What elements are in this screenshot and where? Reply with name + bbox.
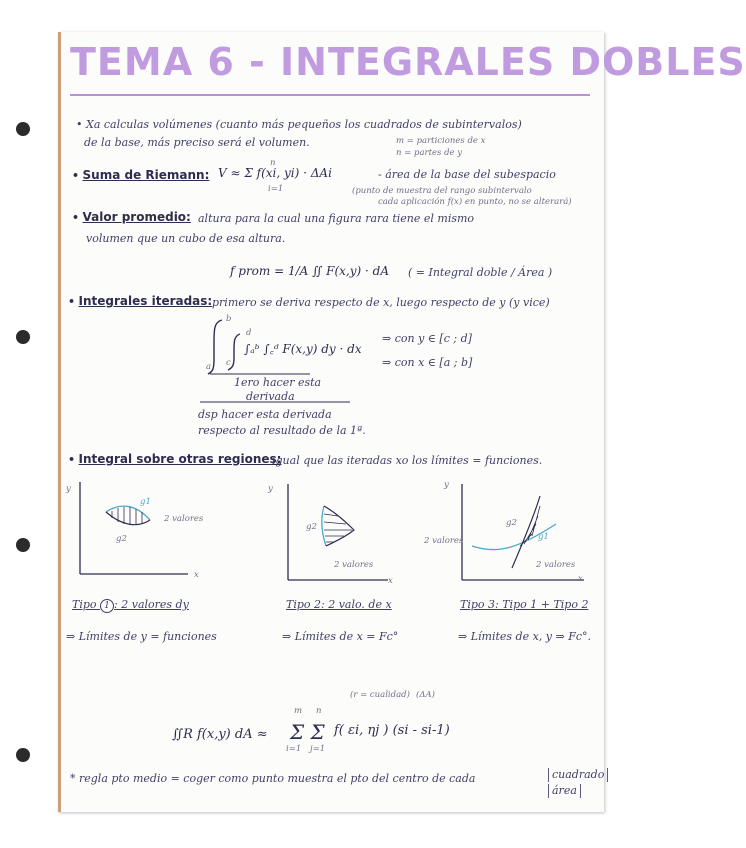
tipo3-caption: Tipo 3: Tipo 1 + Tipo 2 bbox=[460, 598, 589, 611]
tipo2-caption: Tipo 2: 2 valo. de x bbox=[286, 598, 392, 611]
double-sum-note-2: (ΔA) bbox=[416, 690, 435, 700]
double-sum-sigmas: Σ Σ bbox=[290, 720, 325, 744]
footer-box-2: área bbox=[548, 784, 581, 798]
double-sum-right: f( εi, ηj ) (si - si-1) bbox=[334, 723, 450, 738]
promedio-label: Valor promedio: bbox=[82, 210, 191, 224]
title-underline bbox=[70, 94, 590, 96]
integral-lower-c: c bbox=[226, 358, 231, 368]
regiones-row: • Integral sobre otras regiones: bbox=[68, 452, 282, 466]
graph2-x-label: x bbox=[388, 576, 393, 586]
iteradas-note-3: dsp hacer esta derivada bbox=[198, 408, 332, 421]
intro-note-n: n = partes de y bbox=[396, 148, 463, 158]
intro-line-1: • Xa calculas volúmenes (cuanto más pequeños los cuadrados de subintervalos) bbox=[76, 118, 522, 131]
iteradas-cond-1: ⇒ con y ∈ [c ; d] bbox=[382, 332, 472, 345]
promedio-row: • Valor promedio: bbox=[72, 210, 191, 224]
promedio-line-2: volumen que un cubo de esa altura. bbox=[86, 232, 286, 245]
graph3-g2-label: g2 bbox=[506, 518, 517, 528]
riemann-note-1: (punto de muestra del rango subintervalo bbox=[352, 186, 532, 196]
limits-tipo2: ⇒ Límites de x = Fc° bbox=[282, 630, 399, 643]
graph3-tag-left: 2 valores bbox=[424, 536, 464, 546]
integral-lower-a: a bbox=[206, 362, 212, 372]
iteradas-label: Integrales iteradas: bbox=[78, 294, 213, 308]
iteradas-note-1: 1ero hacer esta bbox=[234, 376, 322, 389]
footer-rule: * regla pto medio = coger como punto muestra el pto del centro de cada bbox=[70, 772, 476, 785]
graph2-hatch bbox=[324, 514, 352, 542]
intro-note-m: m = particiones de x bbox=[396, 136, 486, 146]
footer-box-1: cuadrado bbox=[548, 768, 608, 782]
iterated-integral: ∫ₐᵇ ∫꜀ᵈ F(x,y) dy · dx bbox=[244, 342, 362, 356]
riemann-note-2: cada aplicación f(x) en punto, no se alterará) bbox=[378, 197, 572, 207]
binder-hole bbox=[16, 538, 30, 552]
iteradas-line-1: primero se deriva respecto de x, luego respecto de y (y vice) bbox=[212, 296, 550, 309]
double-sum-note-1: (r = cualidad) bbox=[350, 690, 410, 700]
double-sum-n: n bbox=[316, 706, 322, 716]
graph3-g1-label: g1 bbox=[538, 532, 549, 542]
double-sum-i: i=1 bbox=[286, 744, 302, 754]
integral-upper-d: d bbox=[246, 328, 252, 338]
graph2-g2-label: g2 bbox=[306, 522, 317, 532]
integral-upper-b: b bbox=[226, 314, 232, 324]
graph3-tag-right: 2 valores bbox=[536, 560, 576, 570]
graph3-curve-g2 bbox=[512, 496, 540, 568]
graph3-y-label: y bbox=[444, 480, 449, 490]
binder-hole bbox=[16, 748, 30, 762]
graph2-y-label: y bbox=[268, 484, 273, 494]
riemann-label: Suma de Riemann: bbox=[82, 168, 210, 182]
graph1-g1-label: g1 bbox=[140, 497, 151, 507]
graph2-curve-g1 bbox=[324, 506, 354, 546]
iteradas-cond-2: ⇒ con x ∈ [a ; b] bbox=[382, 356, 473, 369]
iteradas-note-2: derivada bbox=[246, 390, 295, 403]
intro-line-2: de la base, más preciso será el volumen. bbox=[84, 136, 310, 149]
iteradas-row: • Integrales iteradas: bbox=[68, 294, 213, 308]
graph3-x-label: x bbox=[578, 574, 583, 584]
double-sum-m: m bbox=[294, 706, 303, 716]
limits-tipo3: ⇒ Límites de x, y ⇒ Fc°. bbox=[458, 630, 592, 643]
tipo1-rest: : 2 valores dy bbox=[114, 598, 189, 611]
graph1-g2-label: g2 bbox=[116, 534, 127, 544]
promedio-formula: f prom = 1/A ∬ F(x,y) · dA bbox=[230, 264, 389, 278]
page-title: TEMA 6 - INTEGRALES DOBLES bbox=[70, 40, 746, 84]
graph3-hatch bbox=[520, 506, 540, 546]
limits-tipo1: ⇒ Límites de y = funciones bbox=[66, 630, 217, 643]
graph2-tag: 2 valores bbox=[334, 560, 374, 570]
double-sum-left: ∬R f(x,y) dA ≈ bbox=[172, 727, 268, 742]
riemann-formula: V ≈ Σ f(xi, yi) · ΔAi bbox=[218, 166, 332, 180]
regiones-label: Integral sobre otras regiones: bbox=[78, 452, 282, 466]
graph2-curve-g2 bbox=[322, 506, 326, 546]
double-sum-j: j=1 bbox=[310, 744, 326, 754]
binder-hole bbox=[16, 122, 30, 136]
tipo1-caption bbox=[72, 598, 189, 613]
binder-hole bbox=[16, 330, 30, 344]
riemann-sum-bottom: i=1 bbox=[268, 184, 284, 194]
promedio-equiv: ( = Integral doble / Área ) bbox=[408, 266, 553, 279]
riemann-row: • Suma de Riemann: bbox=[72, 168, 210, 182]
tipo1-label: Tipo bbox=[72, 598, 97, 611]
riemann-sum-top: n bbox=[270, 158, 276, 168]
graph1-x-label: x bbox=[194, 570, 199, 580]
riemann-desc: - área de la base del subespacio bbox=[378, 168, 556, 181]
graph-tipo-2 bbox=[272, 480, 402, 590]
tipo1-number-circle: 1 bbox=[100, 599, 114, 613]
promedio-line-1: altura para la cual una figura rara tiene el mismo bbox=[198, 212, 475, 225]
regiones-desc: igual que las iteradas xo los límites = funciones. bbox=[272, 454, 543, 467]
graph-tipo-3 bbox=[446, 476, 596, 590]
graph1-tag: 2 valores bbox=[164, 514, 204, 524]
graph1-curve-g1 bbox=[106, 506, 150, 520]
iteradas-note-4: respecto al resultado de la 1ª. bbox=[198, 424, 366, 437]
graph1-y-label: y bbox=[66, 484, 71, 494]
